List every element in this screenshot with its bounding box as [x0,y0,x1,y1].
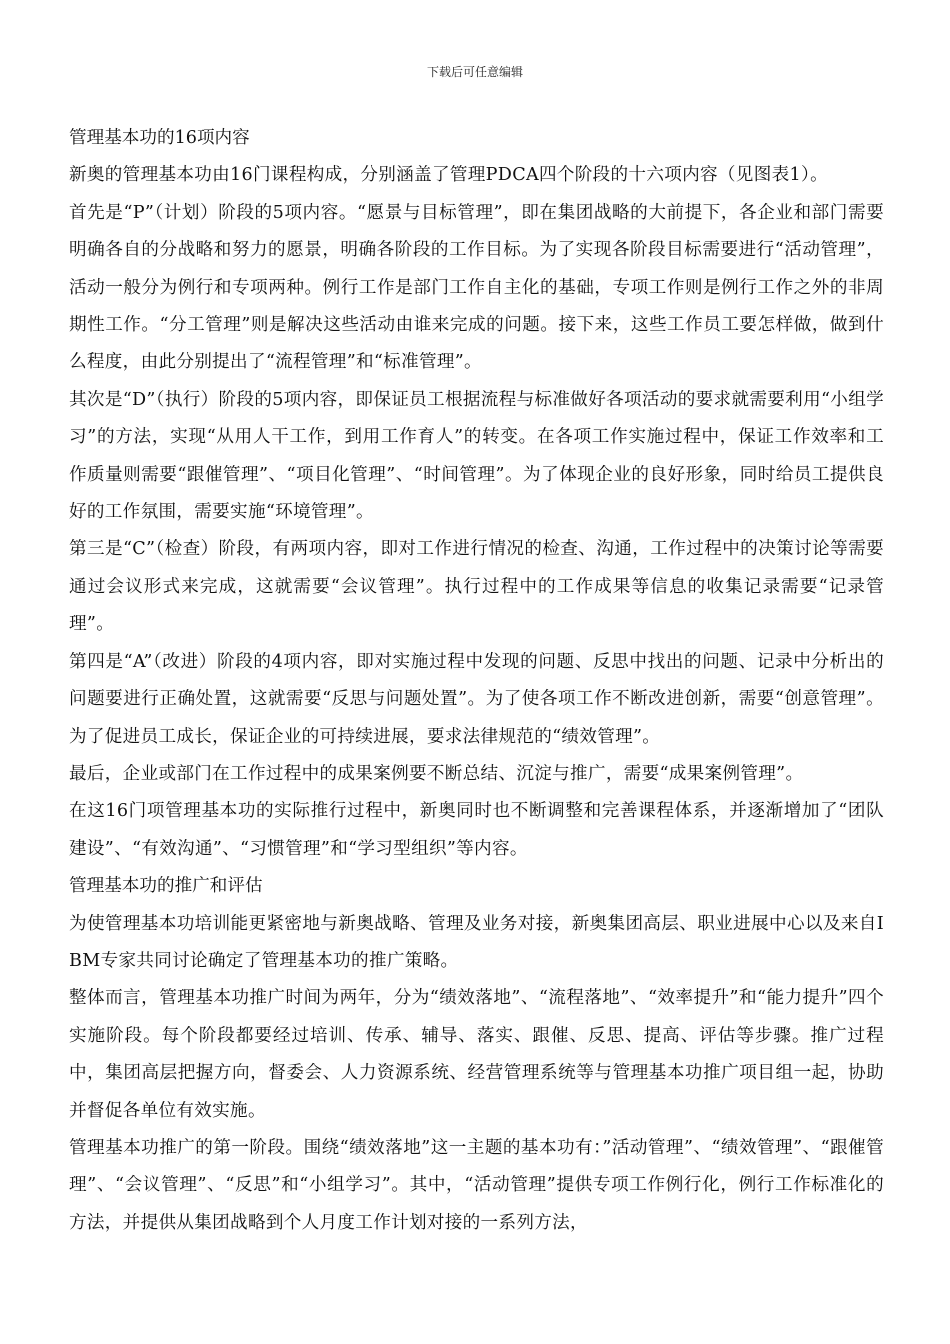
paragraph: 其次是“D”（执行）阶段的5项内容，即保证员工根据流程与标准做好各项活动的要求就需要利用“小组学习”的方法，实现“从用人干工作，到用工作育人”的转变。在各项工作实施过程中，保证工作效率和工作质量则需要“跟催管理”、“项目化管理”、“时间管理”。为了体现企业的良好形象，同时给员工提供良好的工作氛围，需要实施“环境管理”。 [69,389,884,523]
paragraph: 管理基本功推广的第一阶段。围绕“绩效落地”这一主题的基本功有：”活动管理”、“绩效管理”、“跟催管理”、“会议管理”、“反思”和“小组学习”。其中，“活动管理”提供专项工作例行化，例行工作标准化的方法，并提供从集团战略到个人月度工作计划对接的一系列方法， [69,1137,884,1233]
page-header: 下载后可任意编辑 [426,65,523,79]
paragraph: 第三是“C”（检查）阶段，有两项内容，即对工作进行情况的检查、沟通，工作过程中的决策讨论等需要通过会议形式来完成，这就需要“会议管理”。执行过程中的工作成果等信息的收集记录需要“记录管理”。 [69,539,884,635]
paragraph: 第四是“A”（改进）阶段的4项内容，即对实施过程中发现的问题、反思中找出的问题、记录中分析出的问题要进行正确处置，这就需要“反思与问题处置”。为了使各项工作不断改进创新，需要“创意管理”。为了促进员工成长，保证企业的可持续进展，要求法律规范的“绩效管理”。 [69,651,884,747]
paragraph: 新奥的管理基本功由16门课程构成，分别涵盖了管理PDCA四个阶段的十六项内容（见图表1）。 [69,165,828,186]
paragraph: 为使管理基本功培训能更紧密地与新奥战略、管理及业务对接，新奥集团高层、职业进展中心以及来自IBM专家共同讨论确定了管理基本功的推广策略。 [69,913,884,971]
paragraph: 最后，企业或部门在工作过程中的成果案例要不断总结、沉淀与推广，需要“成果案例管理”。 [69,763,804,784]
paragraph: 首先是“P”（计划）阶段的5项内容。“愿景与目标管理”，即在集团战略的大前提下，各企业和部门需要明确各自的分战略和努力的愿景，明确各阶段的工作目标。为了实现各阶段目标需要进行“活动管理”，活动一般分为例行和专项两种。例行工作是部门工作自主化的基础，专项工作则是例行工作之外的非周期性工作。“分工管理”则是解决这些活动由谁来完成的问题。接下来，这些工作员工要怎样做，做到什么程度，由此分别提出了“流程管理”和“标准管理”。 [69,202,884,373]
section-heading: 管理基本功的16项内容 [69,128,250,148]
paragraph: 整体而言，管理基本功推广时间为两年，分为“绩效落地”、“流程落地”、“效率提升”和“能力提升”四个实施阶段。每个阶段都要经过培训、传承、辅导、落实、跟催、反思、提高、评估等步骤。推广过程中，集团高层把握方向，督委会、人力资源系统、经营管理系统等与管理基本功推广项目组一起，协助并督促各单位有效实施。 [69,988,884,1121]
section-heading: 管理基本功的推广和评估 [69,876,263,897]
paragraph: 在这16门项管理基本功的实际推行过程中，新奥同时也不断调整和完善课程体系，并逐渐增加了“团队建设”、“有效沟通”、“习惯管理”和“学习型组织”等内容。 [69,801,884,859]
document-body [69,120,884,1242]
